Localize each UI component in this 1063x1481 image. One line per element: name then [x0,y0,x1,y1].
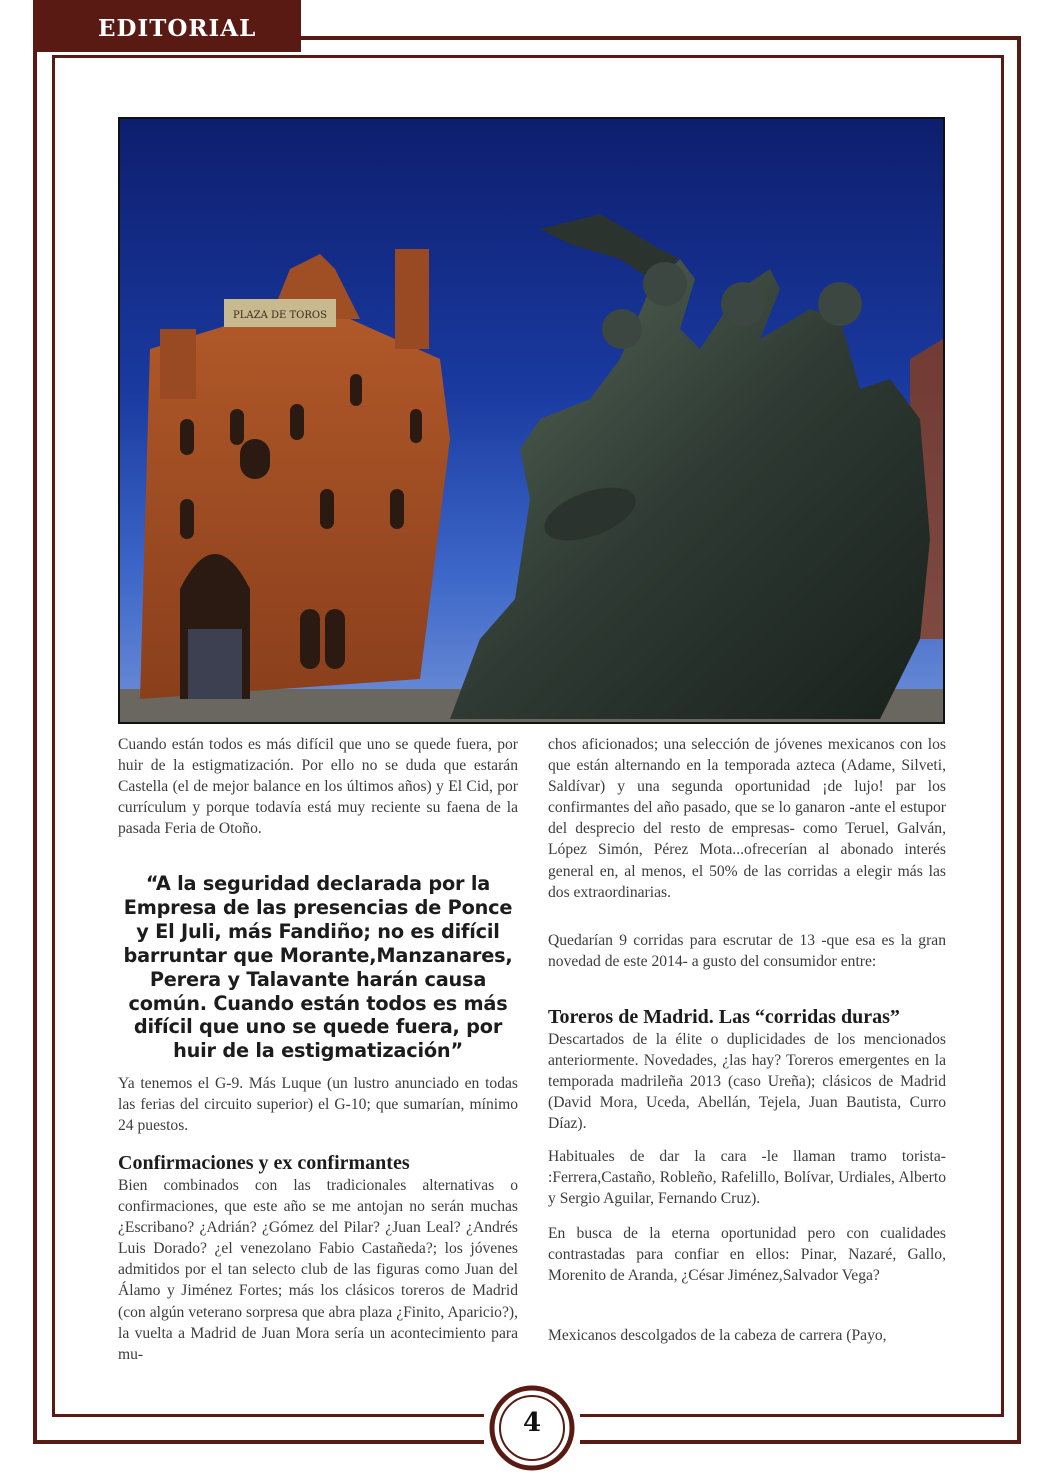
left-column-bottom [118,1151,518,1365]
article-photo [118,117,945,724]
right-paragraph-3: Descartados de la élite o duplicidades de los mencionados anteriormente. Novedades, ¿las hay? Toreros emergentes en la temporada madrileña 2013 (caso Ureña); clásicos de Madrid (David Mora, Uceda, Abellán, Tejela, Juan Bautista, Curro Díaz). [548,1031,946,1133]
left-paragraph-3: Bien combinados con las tradicionales alternativas o confirmaciones, que este año se me antojan no serán muchas ¿Escribano? ¿Adrián? ¿Gómez del Pilar? ¿Juan Leal? ¿Andrés Luis Dorado? ¿el venezolano Fabio Castañeda?; los jóvenes admitidos por el tan selecto club de las figuras como Juan del Álamo y Jiménez Fortes; más los clásicos toreros de Madrid (con algún veterano sorpresa que abra plaza ¿Finito, Aparicio?), la vuelta a Madrid de Juan Mora sería un acontecimiento para mu- [118,1177,518,1363]
right-paragraph-2: Quedarían 9 corridas para escrutar de 13 -que esa es la gran novedad de este 2014- a gusto del consumidor entre: [548,932,946,971]
left-column-top [118,734,518,839]
right-column-p4 [548,1146,946,1209]
page-number: 4 [522,1408,542,1438]
section-title: EDITORIAL [98,15,257,42]
page-number-badge [484,1380,580,1476]
right-column-section [548,1005,946,1134]
right-column-top [548,734,946,903]
right-column-p6 [548,1325,946,1346]
pull-quote: “A la seguridad declarada por la Empresa de las presencias de Ponce y El Juli, más Fandiño; no es difícil barruntar que Morante,Manzanares, Perera y Talavante harán causa común. Cuando están todos es más difícil que uno se quede fuera, por huir de la estigmatización” [123,872,513,1063]
right-column-p2 [548,930,946,972]
right-column-p5 [548,1223,946,1286]
section-heading-confirmaciones: Confirmaciones y ex confirmantes [118,1152,410,1174]
right-paragraph-4: Habituales de dar la cara -le llaman tramo torista- :Ferrera,Castaño, Robleño, Rafelillo, Bolívar, Urdiales, Alberto y Sergio Aguilar, Fernando Cruz). [548,1148,946,1208]
bullring-illustration [120,119,943,722]
left-column-mid [118,1073,518,1136]
left-paragraph-1: Cuando están todos es más difícil que uno se quede fuera, por huir de la estigmatización. Por ello no se duda que estarán Castella (el de mejor balance en los últimos años) y El Cid, por currículum y porque todavía está muy reciente su faena de la pasada Feria de Otoño. [118,736,518,838]
left-paragraph-2: Ya tenemos el G-9. Más Luque (un lustro anunciado en todas las ferias del circuito superior) el G-10; que sumarían, mínimo 24 puestos. [118,1075,518,1135]
right-paragraph-1: chos aficionados; una selección de jóvenes mexicanos con los que están alternando en la temporada azteca (Adame, Silveti, Saldívar) y una segunda oportunidad ¡de lujo! par los confirmantes del año pasado, que se lo ganaron -ante el estupor del desprecio del resto de empresas- como Teruel, Galván, López Simón, Pérez Mota...ofrecerían al abonado interés general en, al menos, el 50% de las corridas a elegir más las dos extraordinarias. [548,736,946,901]
signboard-text: PLAZA DE TOROS [233,310,327,321]
right-paragraph-6: Mexicanos descolgados de la cabeza de carrera (Payo, [548,1327,887,1344]
section-heading-toreros: Toreros de Madrid. Las “corridas duras” [548,1006,900,1028]
right-paragraph-5: En busca de la eterna oportunidad pero con cualidades contrastadas para confiar en ellos: Pinar, Nazaré, Gallo, Morenito de Aranda, ¿César Jiménez,Salvador Vega? [548,1225,946,1285]
